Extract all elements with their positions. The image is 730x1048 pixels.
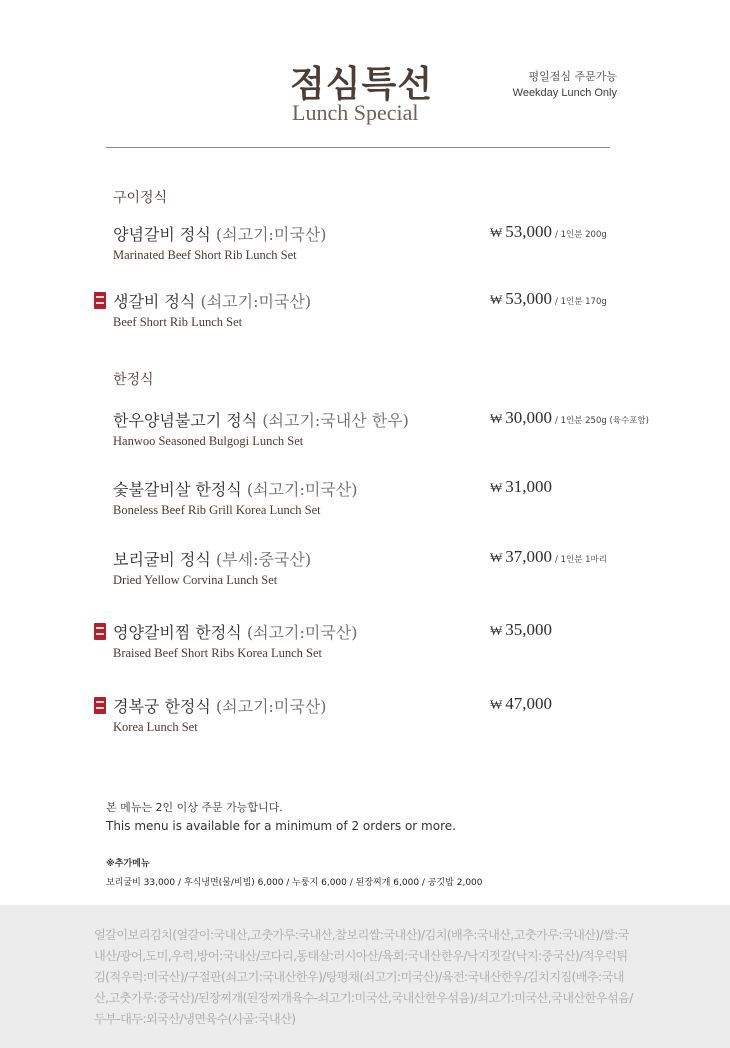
item-price: [490, 547, 607, 567]
item-name: [113, 547, 311, 570]
item-name: [113, 289, 311, 312]
menu-item: [113, 289, 673, 333]
item-name-ko: 생갈비 정식: [113, 292, 196, 311]
weekday-note-korean: 평일점심 주문가능: [528, 70, 617, 83]
item-origin: (쇠고기:미국산): [215, 225, 327, 244]
price-note: / 1인분 170g: [555, 297, 607, 307]
seal-stamp-icon: [94, 697, 106, 714]
price-value: 31,000: [505, 477, 553, 496]
item-name-en: Korea Lunch Set: [113, 720, 198, 734]
item-name: [113, 620, 357, 643]
price-note: / 1인분 250g (육수포함): [555, 416, 649, 426]
minimum-order-notice-english: This menu is available for a minimum of 2 orders or more.: [106, 819, 456, 833]
currency-symbol: ₩: [490, 225, 503, 240]
item-name-ko: 경복궁 한정식: [113, 697, 211, 716]
title-divider: [106, 147, 610, 148]
item-origin: (쇠고기:미국산): [246, 623, 358, 642]
origin-info-panel: [0, 905, 730, 1048]
item-origin: (쇠고기:미국산): [246, 480, 358, 499]
menu-item: [113, 408, 673, 452]
item-origin: (쇠고기:미국산): [215, 697, 327, 716]
menu-title-korean: 점심특선: [290, 64, 434, 105]
item-name-en: Hanwoo Seasoned Bulgogi Lunch Set: [113, 434, 304, 448]
minimum-order-notice-korean: 본 메뉴는 2인 이상 주문 가능합니다.: [106, 801, 283, 814]
item-name-en: Boneless Beef Rib Grill Korea Lunch Set: [113, 503, 321, 517]
item-name: [113, 477, 357, 500]
section-heading-grill: 구이정식: [113, 190, 168, 206]
menu-item: [113, 222, 673, 266]
price-value: 35,000: [505, 620, 553, 639]
currency-symbol: ₩: [490, 480, 503, 495]
currency-symbol: ₩: [490, 623, 503, 638]
item-price: [490, 289, 607, 309]
item-origin: (부세:중국산): [215, 550, 312, 569]
currency-symbol: ₩: [490, 697, 503, 712]
menu-title-english: Lunch Special: [292, 100, 419, 125]
item-price: [490, 620, 555, 640]
origin-info-text: 얼갈이보리김치(얼갈이:국내산,고춧가루:국내산,찰보리쌀:국내산)/김치(배추:국내산,고춧가루:국내산)/쌀:국내산/광어,도미,우럭,방어:국내산/코다리,동태살:러시아산/육회:국내산한우/낙지젓갈(낙지:중국산)/적우럭튀김(적우럭:미국산)/구절판(쇠고기:국내산한우)/탕평채(쇠고기:미국산)/육전:국내산한우/김치지짐(배추:국내산,고춧가루:중국산)/된장찌개(된장찌개육수-쇠고기:미국산,국내산한우섞음)/쇠고기:미국산,국내산한우섞음/두부-대두:외국산/냉면육수(사골:국내산): [94, 928, 633, 1026]
item-origin: (쇠고기:미국산): [200, 292, 312, 311]
item-price: [490, 694, 555, 714]
item-name-en: Dried Yellow Corvina Lunch Set: [113, 573, 278, 587]
item-price: [490, 222, 607, 242]
item-name-en: Beef Short Rib Lunch Set: [113, 315, 243, 329]
item-name-ko: 영양갈비찜 한정식: [113, 623, 242, 642]
menu-item: [113, 694, 673, 738]
price-value: 30,000: [505, 408, 553, 427]
menu-item: [113, 620, 673, 664]
item-name-ko: 숯불갈비살 한정식: [113, 480, 242, 499]
item-name: [113, 694, 327, 717]
item-price: [490, 477, 555, 497]
currency-symbol: ₩: [490, 292, 503, 307]
menu-item: [113, 547, 673, 591]
item-name-en: Braised Beef Short Ribs Korea Lunch Set: [113, 646, 322, 660]
item-name: [113, 408, 409, 431]
weekday-note-english: Weekday Lunch Only: [512, 87, 617, 99]
price-note: / 1인분 1마리: [555, 555, 607, 565]
price-value: 47,000: [505, 694, 553, 713]
seal-stamp-icon: [94, 623, 106, 640]
item-name-en: Marinated Beef Short Rib Lunch Set: [113, 248, 297, 262]
section-heading-hanjeongsik: 한정식: [113, 372, 154, 388]
price-value: 37,000: [505, 547, 553, 566]
price-value: 53,000: [505, 222, 553, 241]
extra-menu-items: 보리굴비 33,000 / 후식냉면(물/비빔) 6,000 / 누룽지 6,000 / 된장찌개 6,000 / 공깃밥 2,000: [106, 878, 483, 888]
menu-item: [113, 477, 673, 521]
extra-menu-title: ※추가메뉴: [106, 859, 150, 869]
price-value: 53,000: [505, 289, 553, 308]
item-price: [490, 408, 649, 428]
item-name: [113, 222, 327, 245]
currency-symbol: ₩: [490, 411, 503, 426]
item-name-ko: 보리굴비 정식: [113, 550, 211, 569]
item-name-ko: 양념갈비 정식: [113, 225, 211, 244]
seal-stamp-icon: [94, 292, 106, 309]
currency-symbol: ₩: [490, 550, 503, 565]
item-origin: (쇠고기:국내산 한우): [262, 411, 409, 430]
item-name-ko: 한우양념불고기 정식: [113, 411, 258, 430]
price-note: / 1인분 200g: [555, 230, 607, 240]
